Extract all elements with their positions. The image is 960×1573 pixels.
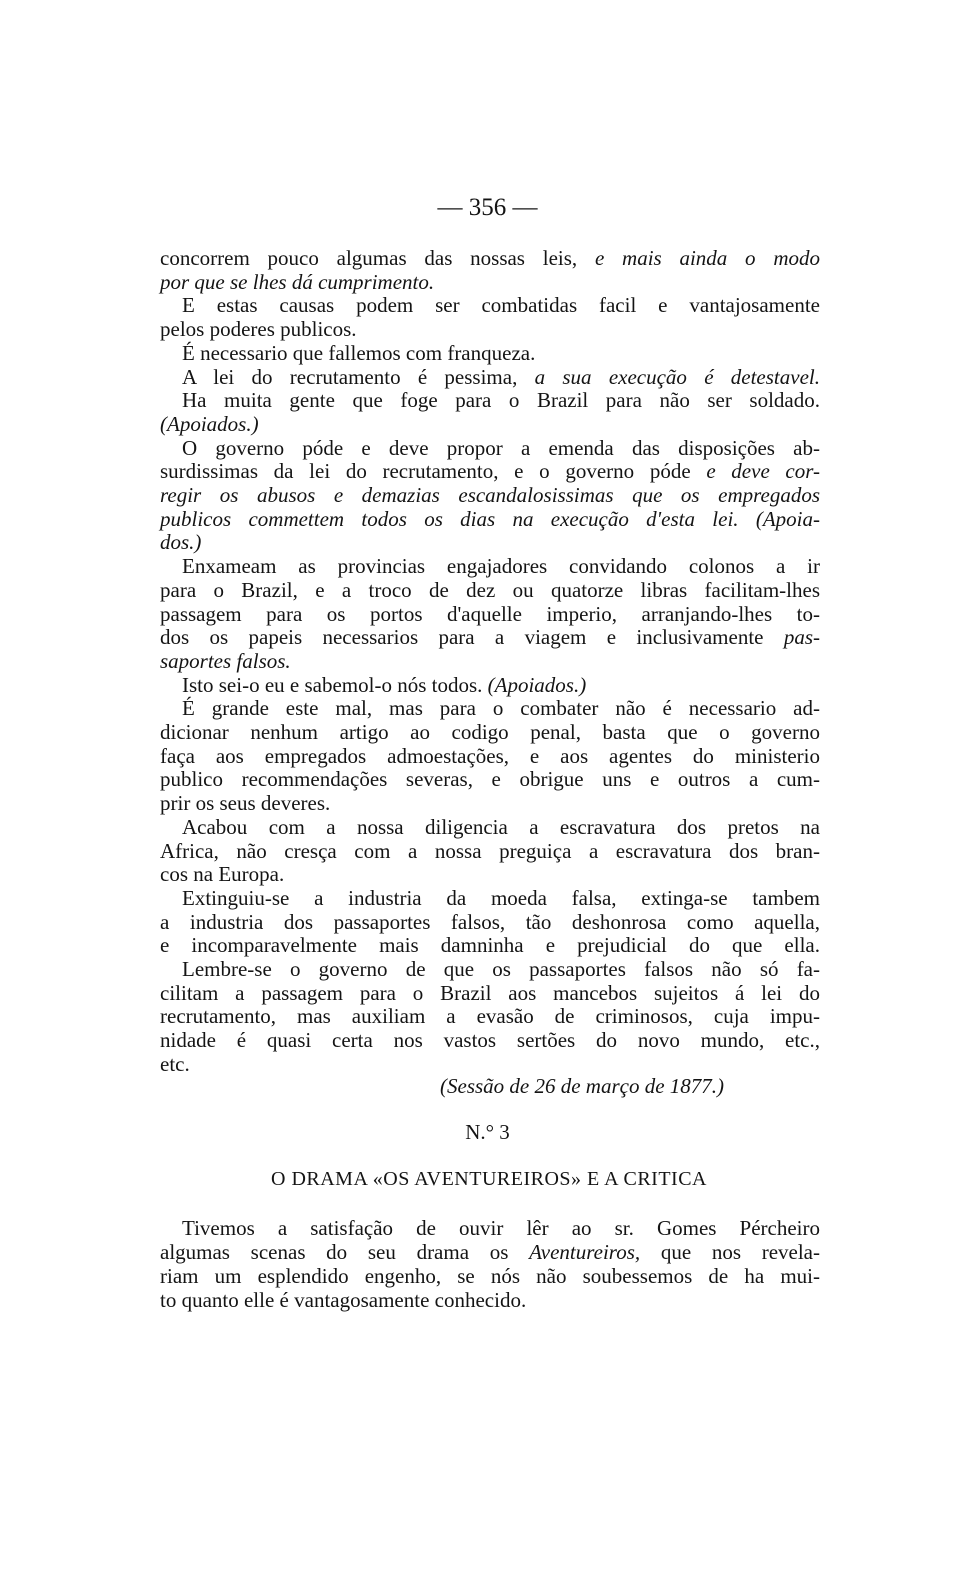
text-line bbox=[160, 270, 820, 294]
text: passagem para os portos d'aquelle imperio, arranjando-lhes to- bbox=[160, 601, 820, 626]
text: e incomparavelmente mais damninha e prejudicial do que ella. bbox=[160, 933, 820, 958]
italic-text: saportes falsos. bbox=[160, 648, 291, 673]
italic-text: Aventureiros, bbox=[529, 1240, 641, 1264]
text: a industria dos passaportes falsos, tão deshonrosa como aquella, bbox=[160, 909, 820, 934]
text: cilitam a passagem para o Brazil aos mancebos sujeitos á lei do bbox=[160, 980, 820, 1005]
text: Ha muita gente que foge para o Brazil para não ser soldado. bbox=[182, 388, 820, 413]
italic-text: por que se lhes dá cumprimento. bbox=[160, 269, 435, 294]
text-line bbox=[160, 341, 820, 365]
text: concorrem pouco algumas das nossas leis, bbox=[160, 246, 595, 270]
text: Enxameam as provincias engajadores convidando colonos a ir bbox=[182, 554, 820, 579]
section-title: O DRAMA «OS AVENTUREIROS» E A CRITICA bbox=[271, 1168, 707, 1190]
text-line bbox=[160, 720, 820, 744]
text-line bbox=[160, 602, 820, 626]
italic-text: a sua execução é detestavel. bbox=[534, 364, 820, 389]
text: algumas scenas do seu drama os bbox=[160, 1240, 530, 1264]
text: faça aos empregados admoestações, e aos agentes do ministerio bbox=[160, 743, 820, 768]
text-line bbox=[160, 246, 820, 270]
italic-text: (Apoiados.) bbox=[160, 411, 259, 436]
text-line bbox=[160, 744, 820, 768]
text-line bbox=[160, 436, 820, 460]
italic-text: publicos commettem todos os dias na execução d'esta lei. (Apoia- bbox=[160, 506, 820, 531]
text: to quanto elle é vantagosamente conhecido. bbox=[160, 1288, 527, 1312]
text: prir os seus deveres. bbox=[160, 791, 331, 816]
italic-text: (Apoiados.) bbox=[487, 672, 587, 697]
text: que nos revela- bbox=[640, 1240, 820, 1264]
text: Tivemos a satisfação de ouvir lêr ao sr. Gomes Pércheiro bbox=[182, 1216, 820, 1240]
text-line bbox=[160, 530, 820, 554]
text-line bbox=[160, 933, 820, 957]
italic-text: pas- bbox=[783, 625, 820, 650]
text: dos os papeis necessarios para a viagem e inclusivamente bbox=[160, 625, 784, 650]
text: Lembre-se o governo de que os passaportes falsos não só fa- bbox=[182, 957, 820, 981]
text: cos na Europa. bbox=[160, 862, 285, 887]
text: publico recommendações severas, e obrigue uns e outros a cum- bbox=[160, 767, 820, 792]
text: nidade é quasi certa nos vastos sertões do novo mundo, etc., bbox=[160, 1028, 820, 1053]
text: recrutamento, mas auxiliam a evasão de criminosos, cuja impu- bbox=[160, 1004, 820, 1029]
page-number: — 356 — bbox=[437, 194, 538, 221]
text: etc. bbox=[160, 1051, 190, 1076]
text-line bbox=[160, 791, 820, 815]
italic-text: e deve cor- bbox=[706, 459, 820, 484]
text-line bbox=[160, 293, 820, 317]
text-line bbox=[160, 317, 820, 341]
text-line bbox=[160, 625, 820, 649]
text-line bbox=[160, 365, 820, 389]
text: É grande este mal, mas para o combater não é necessario ad- bbox=[182, 696, 820, 721]
text-line bbox=[160, 1004, 820, 1028]
text-line bbox=[160, 1028, 820, 1052]
text: A lei do recrutamento é pessima, bbox=[182, 364, 535, 389]
text-line bbox=[160, 862, 820, 886]
text: Acabou com a nossa diligencia a escravatura dos pretos na bbox=[182, 814, 820, 839]
text: pelos poderes publicos. bbox=[160, 317, 357, 342]
text: dicionar nenhum artigo ao codigo penal, basta que o governo bbox=[160, 720, 820, 744]
text-line bbox=[160, 649, 820, 673]
text-line bbox=[160, 910, 820, 934]
italic-text: regir os abusos e demazias escandalosissimas que os empregados bbox=[160, 483, 820, 507]
text: surdissimas da lei do recrutamento, e o governo póde bbox=[160, 459, 707, 484]
session-date: (Sessão de 26 de março de 1877.) bbox=[440, 1074, 725, 1098]
text-line bbox=[160, 981, 820, 1005]
section-number: N.° 3 bbox=[465, 1120, 510, 1144]
text: É necessario que fallemos com franqueza. bbox=[182, 340, 536, 365]
text-line bbox=[160, 886, 820, 910]
text-line bbox=[160, 957, 820, 981]
text-line bbox=[160, 1052, 820, 1076]
italic-text: dos.) bbox=[160, 530, 202, 555]
text: Isto sei-o eu e sabemol-o nós todos. bbox=[182, 672, 488, 697]
text: O governo póde e deve propor a emenda das disposições ab- bbox=[182, 435, 820, 460]
text-line bbox=[160, 767, 820, 791]
text: E estas causas podem ser combatidas facil e vantajosamente bbox=[182, 293, 820, 318]
italic-text: e mais ainda o modo bbox=[594, 246, 820, 270]
text-line bbox=[160, 507, 820, 531]
text-line bbox=[160, 1240, 820, 1264]
text-line bbox=[160, 1264, 820, 1288]
text-line bbox=[160, 483, 820, 507]
text-line bbox=[160, 673, 820, 697]
text-line bbox=[160, 839, 820, 863]
text: Extinguiu-se a industria da moeda falsa, extinga-se tambem bbox=[182, 885, 820, 910]
text: Africa, não cresça com a nossa preguiça a escravatura dos bran- bbox=[160, 838, 820, 863]
text-line bbox=[160, 1288, 820, 1312]
text-line bbox=[160, 412, 820, 436]
text-line bbox=[160, 388, 820, 412]
text: para o Brazil, e a troco de dez ou quatorze libras facilitam-lhes bbox=[160, 577, 820, 602]
text-line bbox=[160, 1216, 820, 1240]
text: riam um esplendido engenho, se nós não soubessemos de ha mui- bbox=[160, 1264, 820, 1288]
text-line bbox=[160, 696, 820, 720]
text-line bbox=[160, 815, 820, 839]
text-line bbox=[160, 459, 820, 483]
text-line bbox=[160, 554, 820, 578]
text-line bbox=[160, 578, 820, 602]
